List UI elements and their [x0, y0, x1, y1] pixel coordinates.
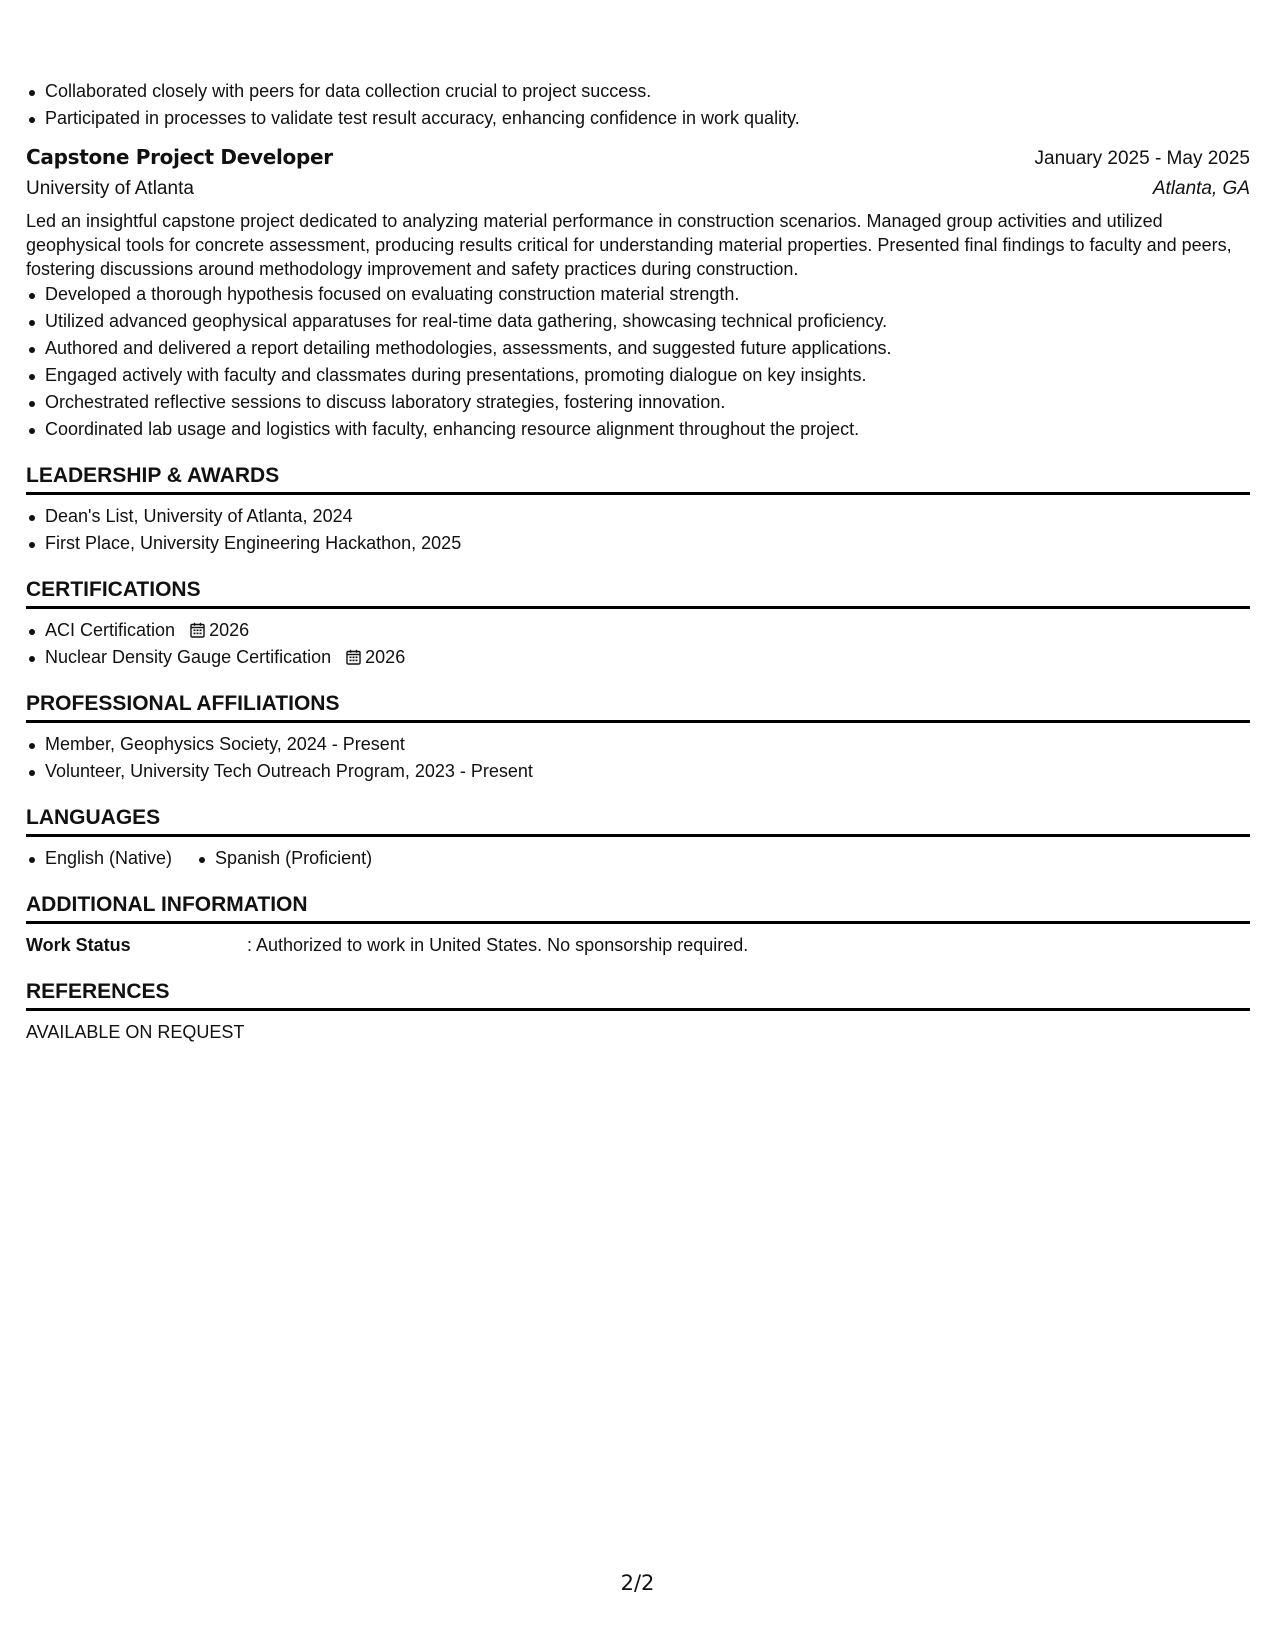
languages-list [26, 845, 1250, 872]
section-heading-affiliations: PROFESSIONAL AFFILIATIONS [26, 689, 1250, 723]
certification-year: 2026 [365, 647, 406, 667]
job-dates: January 2025 - May 2025 [1034, 148, 1250, 169]
capstone-bullet-list [26, 281, 1250, 443]
resume-page [26, 78, 1250, 1046]
list-item: Dean's List, University of Atlanta, 2024 [26, 503, 1250, 530]
job-summary: Led an insightful capstone project dedicated to analyzing material performance in construction scenarios. Managed group activities and utilized geophysical tools for concrete assessment, producing results critical for understanding material properties. Presented final findings to faculty and peers, fostering discussions around methodology improvement and safety practices during construction. [26, 211, 1232, 279]
leadership-list [26, 503, 1250, 557]
work-status-value: : Authorized to work in United States. No sponsorship required. [247, 935, 749, 955]
certifications-list [26, 617, 1250, 671]
list-item: Developed a thorough hypothesis focused on evaluating construction material strength. [26, 281, 1250, 308]
affiliations-list [26, 731, 1250, 785]
list-item: English (Native) [26, 845, 172, 872]
list-item: Engaged actively with faculty and classmates during presentations, promoting dialogue on key insights. [26, 362, 1250, 389]
certification-year: 2026 [209, 620, 250, 640]
section-heading-additional: ADDITIONAL INFORMATION [26, 890, 1250, 924]
list-item [26, 617, 1250, 644]
job-location: Atlanta, GA [1152, 177, 1250, 199]
experience-bullet-list [26, 78, 1250, 132]
job-title: Capstone Project Developer [26, 145, 333, 169]
list-item: Volunteer, University Tech Outreach Program, 2023 - Present [26, 758, 1250, 785]
list-item: Member, Geophysics Society, 2024 - Present [26, 731, 1250, 758]
list-item: Participated in processes to validate test result accuracy, enhancing confidence in work quality. [26, 105, 1250, 132]
list-item: First Place, University Engineering Hackathon, 2025 [26, 530, 1250, 557]
section-heading-certifications: CERTIFICATIONS [26, 575, 1250, 609]
list-item: Utilized advanced geophysical apparatuses for real-time data gathering, showcasing technical proficiency. [26, 308, 1250, 335]
page-number: 2/2 [620, 1571, 655, 1595]
calendar-icon [346, 649, 361, 665]
calendar-icon [190, 622, 205, 638]
job-header [26, 142, 1250, 174]
work-status-row [26, 932, 1250, 959]
list-item: Coordinated lab usage and logistics with faculty, enhancing resource alignment throughout the project. [26, 416, 1250, 443]
job-subheader [26, 175, 1250, 204]
certification-name: Nuclear Density Gauge Certification [45, 647, 332, 667]
section-heading-leadership: LEADERSHIP & AWARDS [26, 461, 1250, 495]
capstone-entry [26, 142, 1250, 443]
job-organization: University of Atlanta [26, 177, 194, 199]
list-item: Collaborated closely with peers for data collection crucial to project success. [26, 78, 1250, 105]
section-heading-languages: LANGUAGES [26, 803, 1250, 837]
list-item: Orchestrated reflective sessions to discuss laboratory strategies, fostering innovation. [26, 389, 1250, 416]
work-status-label: Work Status [26, 935, 131, 955]
list-item [26, 644, 1250, 671]
references-text: AVAILABLE ON REQUEST [26, 1022, 245, 1042]
list-item: Authored and delivered a report detailing methodologies, assessments, and suggested future applications. [26, 335, 1250, 362]
section-heading-references: REFERENCES [26, 977, 1250, 1011]
list-item: Spanish (Proficient) [196, 845, 372, 872]
certification-name: ACI Certification [45, 620, 176, 640]
